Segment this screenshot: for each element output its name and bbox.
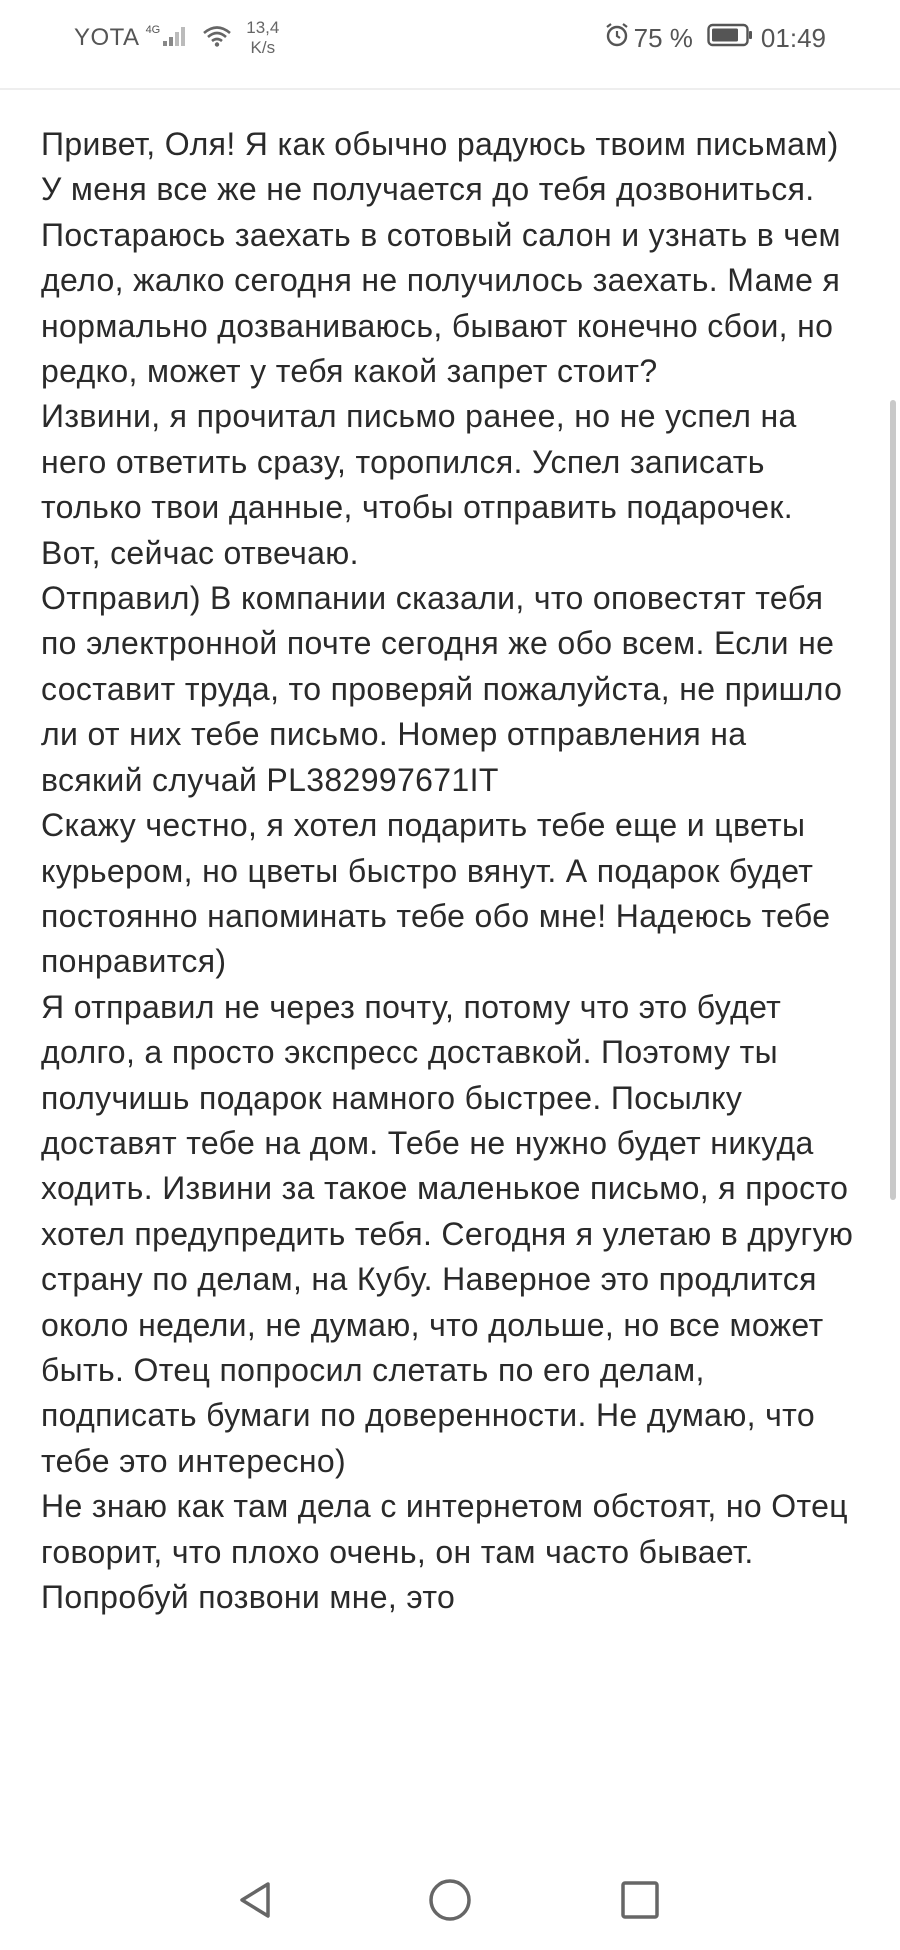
recents-icon: [619, 1879, 661, 1921]
navigation-bar: [0, 1850, 900, 1950]
message-paragraph: У меня все же не получается до тебя дозвониться. Постараюсь заехать в сотовый салон и узнать в чем дело, жалко сегодня не получилось заехать. Маме я нормально дозваниваюсь, бывают конечно сбои, но редко, может у тебя какой запрет стоит?: [41, 171, 841, 390]
status-right: [604, 18, 826, 58]
status-bar: [0, 0, 900, 90]
signal-icon: [162, 25, 188, 52]
network-speed: [246, 18, 279, 58]
message-view[interactable]: [41, 122, 857, 1848]
back-icon: [234, 1878, 278, 1922]
recents-button[interactable]: [612, 1872, 668, 1928]
message-paragraph: Привет, Оля! Я как обычно радуюсь твоим письмам): [41, 126, 839, 162]
battery-icon: [707, 23, 753, 54]
back-button[interactable]: [228, 1872, 284, 1928]
message-body: [41, 122, 857, 1620]
carrier-name: YOTA: [74, 24, 140, 51]
network-type: 4G: [145, 24, 161, 36]
message-paragraph: Отправил) В компании сказали, что оповестят тебя по электронной почте сегодня же обо всем. Если не составит труда, то проверяй пожалуйста, не пришло ли от них тебе письмо. Номер отправления на всякий случай PL382997671IT: [41, 580, 843, 798]
speed-unit: K/s: [250, 38, 276, 57]
scrollbar[interactable]: [890, 400, 896, 1200]
clock: 01:49: [760, 22, 826, 53]
message-paragraph: Не знаю как там дела с интернетом обстоят, но Отец говорит, что плохо очень, он там часто бывает. Попробуй позвони мне, это: [41, 1488, 848, 1615]
battery-percent: 75 %: [633, 22, 693, 53]
status-left: [74, 18, 279, 58]
message-paragraph: Я отправил не через почту, потому что это будет долго, а просто экспресс доставкой. Поэтому ты получишь подарок намного быстрее. Посылку доставят тебе на дом. Тебе не нужно будет никуда ходить. Извини за такое маленькое письмо, я просто хотел предупредить тебя. Сегодня я улетаю в другую страну по делам, на Кубу. Наверное это продлится около недели, не думаю, что дольше, но все может быть. Отец попросил слетать по его делам, подписать бумаги по доверенности. Не думаю, что тебе это интересно): [41, 988, 854, 1479]
message-paragraph: Извини, я прочитал письмо ранее, но не успел на него ответить сразу, торопился. Успел записать только твои данные, чтобы отправить подарочек. Вот, сейчас отвечаю.: [41, 398, 797, 571]
alarm-icon: [604, 22, 630, 55]
home-button[interactable]: [422, 1872, 478, 1928]
wifi-icon: [202, 25, 232, 52]
message-paragraph: Скажу честно, я хотел подарить тебе еще и цветы курьером, но цветы быстро вянут. А подарок будет постоянно напоминать тебе обо мне! Надеюсь тебе понравится): [41, 807, 831, 980]
speed-value: 13,4: [246, 18, 280, 37]
home-icon: [427, 1877, 473, 1923]
